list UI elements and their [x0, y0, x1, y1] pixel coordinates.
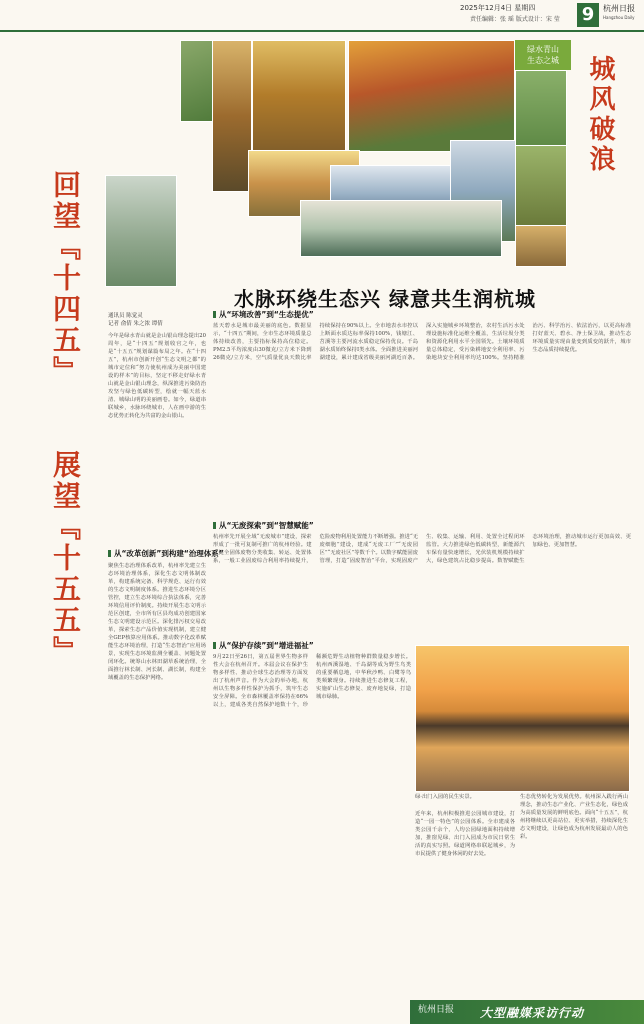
photo-terrace	[515, 145, 567, 227]
section-body-zero-waste: 杭州率先开展全域“无废城市”建设，探索形成了一批可复制可推广的杭州经验。建立健全固体废物分类收集、转运、处置体系，一般工业固废综合利用率持续提升，危险废物利用处置能力不断增强。推进“无废细胞”建设，建成“无废工厂”“无废园区”“无废社区”等数千个。以数字赋能固废管理，打造“固废智治”平台，实现固废产生、收集、运输、利用、处置全过程闭环监管。大力推进绿色低碳转型，新能源汽车保有量快速增长，光伏装机规模持续扩大，绿色建筑占比稳步提高。数智赋能生态环境治理，推动城市运行更加高效、更加绿色、更加智慧。	[213, 534, 631, 564]
byline-writer: 记者 俞倩 朱之浓 谭倩	[108, 321, 163, 327]
photo-caption: 绿·出门入园的民生实景。	[415, 794, 475, 800]
banner-title-bottom: 展望『十五五』	[49, 450, 82, 667]
newspaper-logo: 杭州日报	[603, 4, 635, 13]
photo-park	[515, 225, 567, 267]
footer-campaign-title: 大型融媒采访行动	[480, 1006, 585, 1020]
section-heading-environment: 从“环境改善”到“生态提优”	[213, 309, 314, 320]
egrets-photo	[105, 175, 177, 287]
byline	[108, 312, 163, 328]
section-body-outlook: 生态优势转化为发展优势。杭州深入践行两山理念，推动生态产业化、产业生态化，绿色成为高质量发展的鲜明底色。面向“十五五”，杭州将继续以更高站位、更实举措，持续深化生态文明建设，让绿色成为杭州发展最动人的色彩。	[520, 794, 628, 840]
issue-date: 2025年12月4日 星期四	[460, 4, 536, 12]
headline: 水脉环绕生态兴 绿意共生润杭城	[234, 287, 536, 311]
section-body-protection: 9月22日至26日，第五届世界生物多样性大会在杭州召开。本届会议在保护生物多样性、推动全球生态治理等方面发出了杭州声音。作为大会的举办地，杭州以生物多样性保护为抓手，筑牢生态安全屏障。全市森林覆盖率保持在66%以上，建成各类自然保护地数十个，珍稀濒危野生动植物种群数量稳步增长。杭州西溪湿地、千岛湖等成为野生鸟类的重要栖息地，中华秋沙鸭、白鹭等鸟类频繁现身。持续推进生态修复工程，实施矿山生态修复、废弃地复绿，打造城市绿肺。	[213, 654, 411, 708]
section-heading-zero-waste: 从“无废探索”到“智慧赋能”	[213, 520, 314, 531]
section-body-reform: 聚焦生态治理体系改革，杭州率先建立生态环境治理体系，深化生态文明体制改革，构建系统完备、科学规范、运行有效的生态文明制度体系。推进生态环境分区管控，建立生态环境综合执法体系，完善环境信用评价制度。持续开展生态文明示范区创建，全市所有区县均成功创建国家生态文明建设示范区。深化排污权交易改革，探索生态产品价值实现机制，建立健全GEP核算应用体系。推动数字化改革赋能生态环境治理，打造“生态智治”应用场景，实现生态环境监测全覆盖、问题处置闭环化。统筹山水林田湖草系统治理，全面推行林长制、河长制、湖长制，构建全域覆盖的生态保护网络。	[108, 563, 206, 681]
photo-autumn-path	[212, 40, 252, 192]
newspaper-logo-en: Hangzhou Daily	[603, 15, 635, 20]
section-body-environment: 蓝天碧水是城市最美丽的底色。数据显示，“十四五”期间，全市生态环境质量总体持续改善，主要指标保持高位稳定。PM2.5平均浓度由30微克/立方米下降到26微克/立方米，空气质量优良天数比率持续保持在90%以上。全市地表水市控以上断面水质达标率保持100%，钱塘江、苕溪等主要河流水质稳定保持优良。千岛湖水质始终保持Ⅰ类水体。全面推进美丽河湖建设，累计建成省级美丽河湖近百条。深入实施城乡环境整治，农村生活污水处理设施标准化运维全覆盖，生活垃圾分类和资源化利用水平全国领先。土壤环境质量总体稳定，受污染耕地安全利用率、污染地块安全利用率均达100%。坚持精准治污、科学治污、依法治污，以更高标准打好蓝天、碧水、净土保卫战，推动生态环境质量实现由量变到质变的跃升，城市生态品质持续提优。	[213, 323, 631, 361]
column-vertical-title: 城风破浪	[585, 55, 615, 175]
footer-logo: 杭州日报	[418, 1005, 455, 1015]
editor-credits: 责任编辑：张 瑶 版式设计：宋 莹	[470, 16, 560, 23]
photo-islands	[300, 200, 502, 257]
page-number: 9	[577, 3, 599, 27]
photo-autumn-trees	[252, 40, 346, 162]
banner-title-top: 回望『十四五』	[49, 170, 82, 387]
section-body-parks: 近年来，杭州积极推进公园城市建设，打造“一园一特色”的公园体系。全市建成各类公园千余个，人均公园绿地面积持续增加，推窗见绿、出门入园成为市民日常生活的真实写照。绿道网络串联起城乡，为市民提供了健身休闲的好去处。	[415, 811, 515, 857]
header-divider	[0, 30, 644, 32]
column-badge	[515, 40, 571, 70]
lake-sunset-photo	[415, 645, 630, 792]
column-badge-line1: 绿水青山	[527, 45, 559, 54]
byline-reporter: 通讯员 陈觉灵	[108, 313, 143, 319]
section-heading-protection: 从“保护存续”到“增进福祉”	[213, 640, 314, 651]
section-heading-reform: 从“改革创新”到构建“治理体系”	[108, 548, 224, 559]
intro-paragraph: 今年是绿水青山就是金山银山理念提出20周年，是“十四五”规划收官之年，也是“十五五”规划谋篇布局之年。在“十四五”，杭州市创新开创“生态文明之都”的城市定位和“努力使杭州成为美丽中国建设的样本”的目标，坚定不移走好绿水青山就是金山银山理念，纵深推进污染防治攻坚与绿色低碳转型，绘就一幅天蓝水清、城绿山明的美丽画卷。如今，绿道串联城乡，水脉环绕城市，人在画中游的生态优势正转化为共富的金山银山。	[108, 333, 206, 419]
column-badge-line2: 生态之城	[527, 56, 559, 65]
photo-lake-foliage	[348, 40, 515, 152]
photo-village	[515, 70, 567, 147]
